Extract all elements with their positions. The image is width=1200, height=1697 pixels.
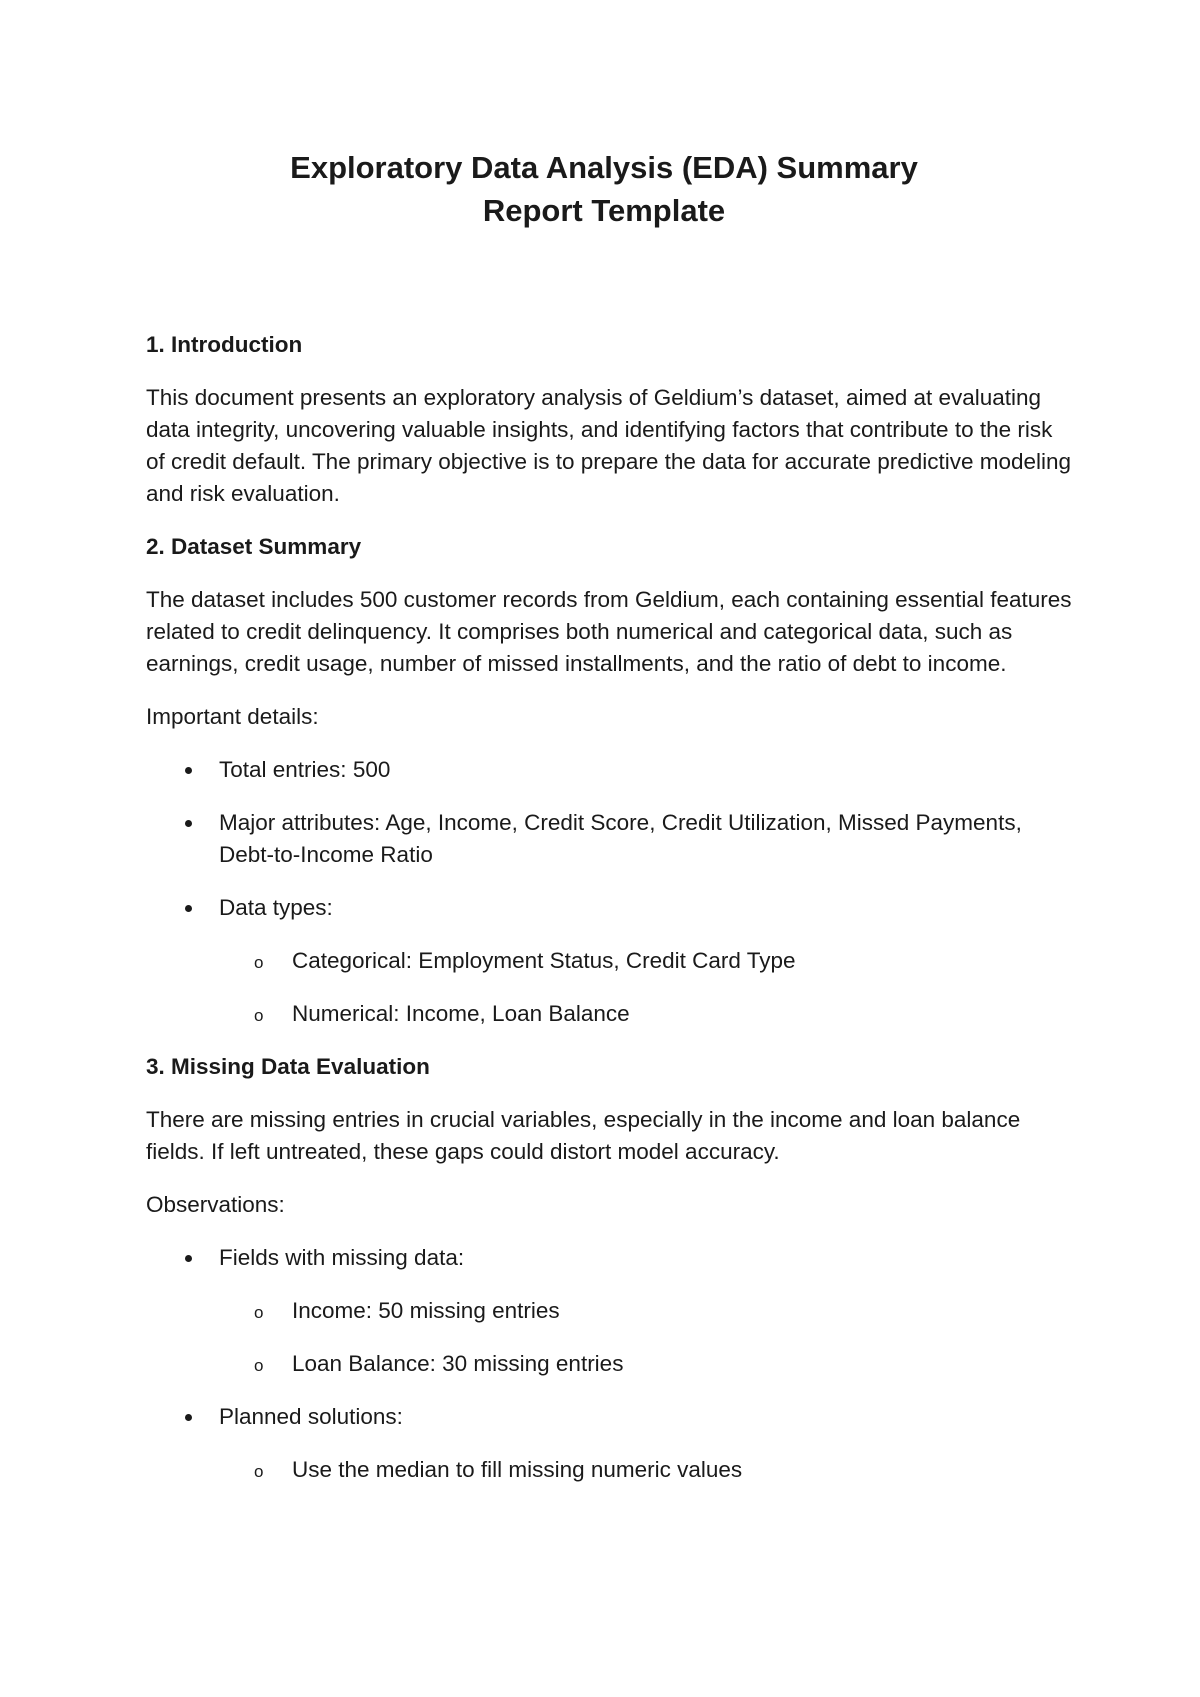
title-line-1: Exploratory Data Analysis (EDA) Summary: [290, 150, 918, 185]
planned-solutions-sublist: [219, 1454, 1076, 1486]
sublist-item-text: Use the median to fill missing numeric values: [292, 1457, 743, 1482]
sublist-item: [219, 1454, 1076, 1486]
important-details-list: [146, 754, 1076, 1030]
important-details-label: Important details:: [146, 704, 319, 729]
title-line-2: Report Template: [482, 193, 726, 228]
introduction-paragraph: This document presents an exploratory analysis of Geldium’s dataset, aimed at evaluating data integrity, uncovering valuable insights, and identifying factors that contribute to the risk of credit default. The primary objective is to prepare the data for accurate predictive modeling and risk evaluation.: [146, 385, 1072, 506]
sublist-item-text: Loan Balance: 30 missing entries: [292, 1351, 624, 1376]
section-heading-missing-data: 3. Missing Data Evaluation: [146, 1054, 430, 1079]
list-item: [146, 892, 1076, 1030]
list-item-text: Major attributes: Age, Income, Credit Score, Credit Utilization, Missed Payments, Debt-to-Income Ratio: [219, 810, 1022, 867]
list-item: [146, 754, 1076, 786]
bullet-icon: [185, 905, 192, 912]
document-title: [146, 146, 1062, 232]
dataset-summary-paragraph: The dataset includes 500 customer records from Geldium, each containing essential features related to credit delinquency. It comprises both numerical and categorical data, such as earnings, credit usage, number of missed installments, and the ratio of debt to income.: [146, 587, 1072, 676]
sublist-item: [219, 1348, 1076, 1380]
list-item-text: Fields with missing data:: [219, 1245, 465, 1270]
list-item-text: Data types:: [219, 895, 333, 920]
circle-bullet-icon: o: [254, 1356, 264, 1375]
observations-list: [146, 1242, 1076, 1486]
list-item: [146, 1401, 1076, 1486]
section-heading-dataset-summary: 2. Dataset Summary: [146, 534, 362, 559]
list-item: [146, 807, 1076, 871]
data-types-sublist: [219, 945, 1076, 1030]
bullet-icon: [185, 820, 192, 827]
section-missing-data: [146, 1051, 1076, 1486]
circle-bullet-icon: o: [254, 1462, 264, 1481]
sublist-item-text: Numerical: Income, Loan Balance: [292, 1001, 630, 1026]
list-item: [146, 1242, 1076, 1380]
bullet-icon: [185, 1255, 192, 1262]
circle-bullet-icon: o: [254, 1006, 264, 1025]
sublist-item: [219, 1295, 1076, 1327]
missing-data-paragraph: There are missing entries in crucial variables, especially in the income and loan balance fields. If left untreated, these gaps could distort model accuracy.: [146, 1107, 1021, 1164]
sublist-item-text: Categorical: Employment Status, Credit Card Type: [292, 948, 796, 973]
missing-fields-sublist: [219, 1295, 1076, 1380]
section-dataset-summary: [146, 531, 1076, 1030]
document-body: [146, 329, 1076, 1507]
list-item-text: Planned solutions:: [219, 1404, 403, 1429]
list-item-text: Total entries: 500: [219, 757, 391, 782]
sublist-item: [219, 945, 1076, 977]
sublist-item: [219, 998, 1076, 1030]
section-heading-introduction: 1. Introduction: [146, 332, 303, 357]
observations-label: Observations:: [146, 1192, 285, 1217]
bullet-icon: [185, 767, 192, 774]
circle-bullet-icon: o: [254, 1303, 264, 1322]
sublist-item-text: Income: 50 missing entries: [292, 1298, 560, 1323]
circle-bullet-icon: o: [254, 953, 264, 972]
section-introduction: [146, 329, 1076, 510]
bullet-icon: [185, 1414, 192, 1421]
